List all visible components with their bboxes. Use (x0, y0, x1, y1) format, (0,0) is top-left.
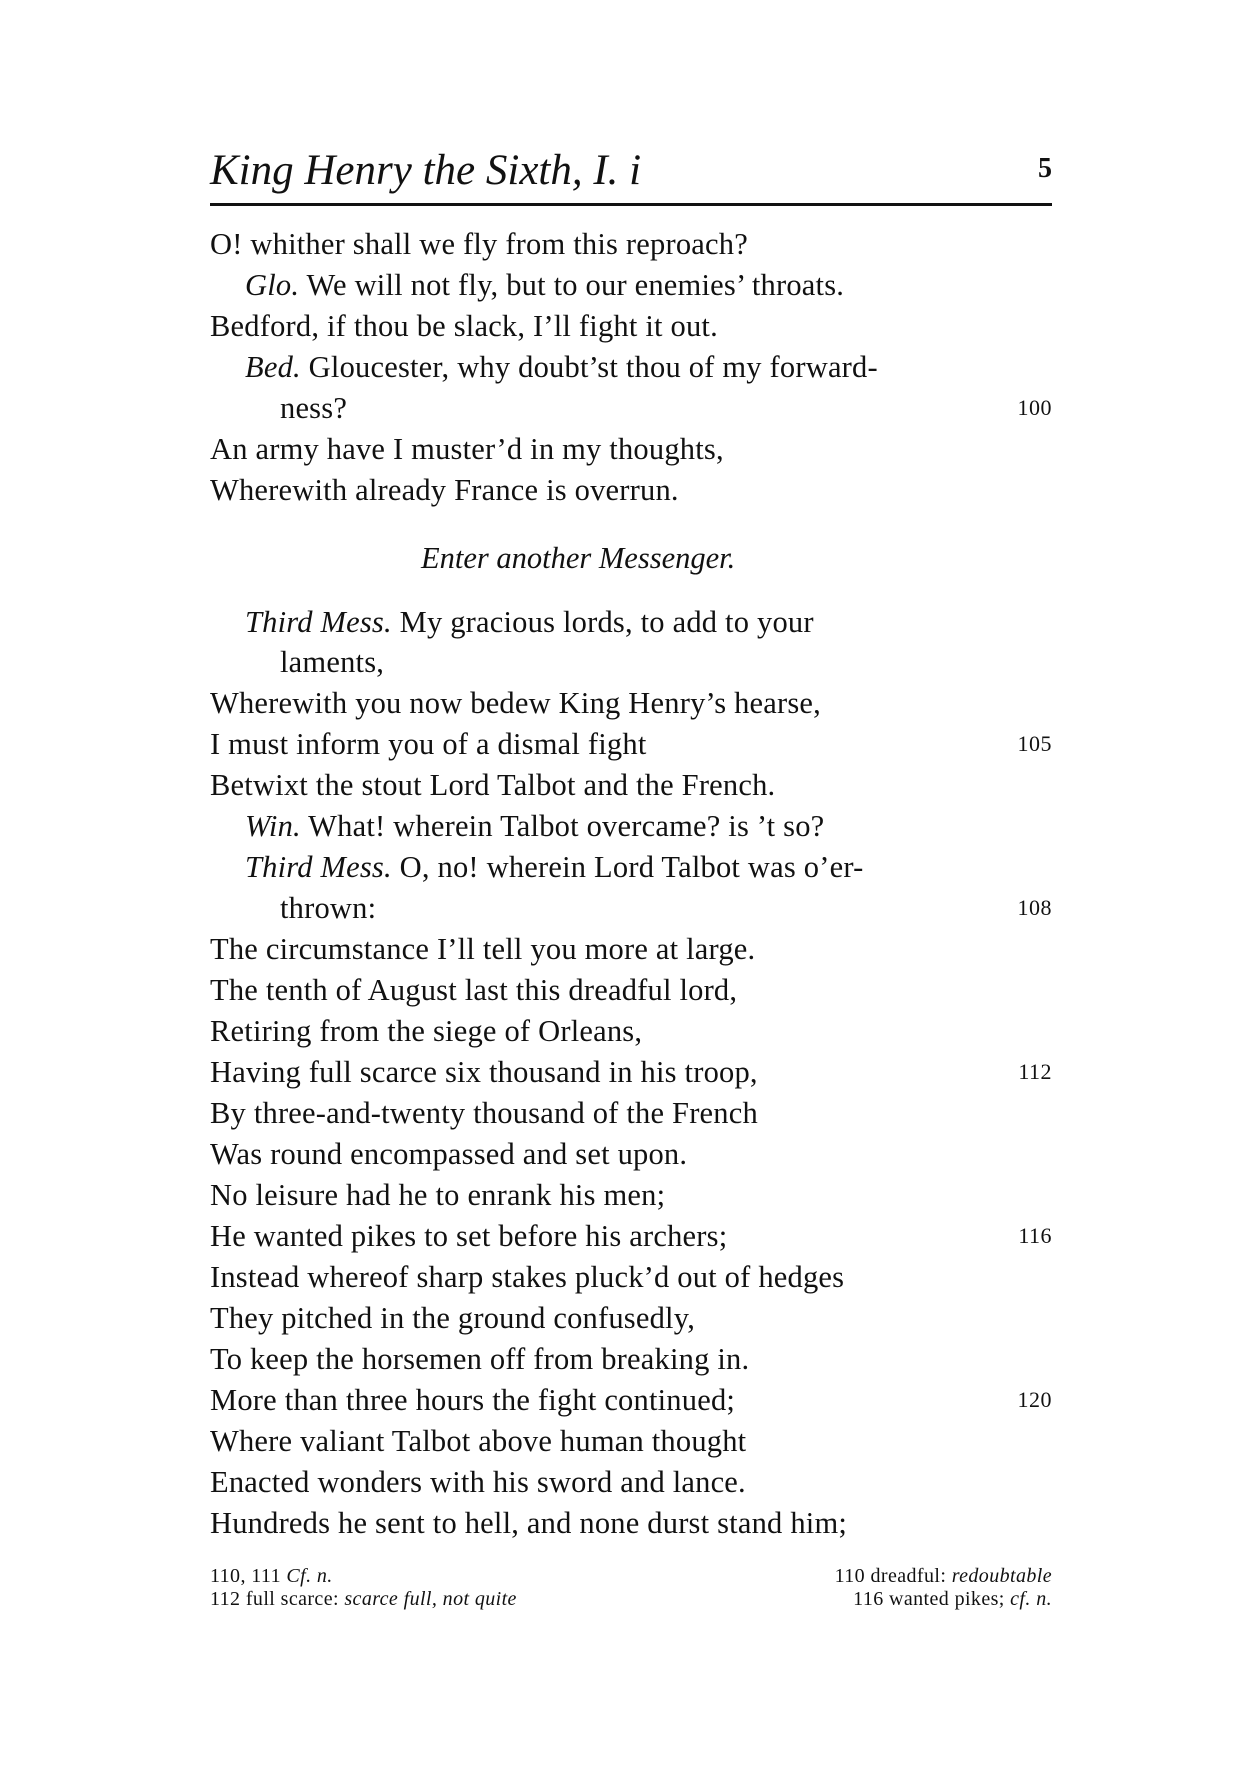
verse-line: Wherewith you now bedew King Henry’s hearse, (210, 686, 821, 720)
verse-line: They pitched in the ground confusedly, (210, 1301, 696, 1335)
line-number: 120 (1017, 1387, 1052, 1412)
verse-line: Enacted wonders with his sword and lance. (210, 1465, 746, 1499)
verse-line: laments, (280, 645, 385, 679)
verse-line: Glo. We will not fly, but to our enemies’ throats. (245, 268, 845, 302)
verse-line: I must inform you of a dismal fight (210, 727, 647, 761)
verse-line: Third Mess. My gracious lords, to add to your (245, 605, 814, 639)
footnote: 110 dreadful: redoubtable (834, 1565, 1052, 1587)
verse-line: Third Mess. O, no! wherein Lord Talbot was o’er- (245, 850, 864, 884)
footnote: 116 wanted pikes; cf. n. (853, 1588, 1052, 1610)
stage-direction: Enter another Messenger. (421, 541, 736, 575)
verse-line: Win. What! wherein Talbot overcame? is ’t so? (245, 809, 825, 843)
verse-line: Was round encompassed and set upon. (210, 1137, 688, 1171)
verse-line: Bedford, if thou be slack, I’ll fight it out. (210, 309, 718, 343)
line-number: 116 (1018, 1223, 1052, 1248)
line-number: 108 (1017, 895, 1052, 920)
verse-line: Retiring from the siege of Orleans, (210, 1014, 643, 1048)
verse-line: ness? (280, 391, 348, 425)
verse-line: No leisure had he to enrank his men; (210, 1178, 666, 1212)
verse-line: To keep the horsemen off from breaking in. (210, 1342, 750, 1376)
speaker-name: Third Mess. (245, 850, 392, 884)
header-rule (210, 203, 1052, 206)
verse-line: Instead whereof sharp stakes pluck’d out of hedges (210, 1260, 845, 1294)
verse-line: thrown: (280, 891, 377, 925)
footnote: 112 full scarce: scarce full, not quite (210, 1588, 517, 1610)
line-number: 112 (1018, 1059, 1052, 1084)
verse-line: Bed. Gloucester, why doubt’st thou of my forward- (245, 350, 878, 384)
verse-line: O! whither shall we fly from this reproach? (210, 227, 748, 261)
line-number: 105 (1017, 731, 1052, 756)
verse-line: By three-and-twenty thousand of the French (210, 1096, 758, 1130)
verse-line: More than three hours the fight continued; (210, 1383, 736, 1417)
running-title: King Henry the Sixth, I. i (210, 147, 642, 194)
verse-line: Wherewith already France is overrun. (210, 473, 679, 507)
verse-line: An army have I muster’d in my thoughts, (210, 432, 724, 466)
running-header (210, 140, 1052, 202)
speaker-name: Win. (245, 809, 301, 843)
verse-line: Having full scarce six thousand in his troop, (210, 1055, 758, 1089)
footnote: 110, 111 Cf. n. (210, 1565, 333, 1587)
verse-line: He wanted pikes to set before his archers; (210, 1219, 728, 1253)
line-number: 100 (1017, 395, 1052, 420)
verse-line: Where valiant Talbot above human thought (210, 1424, 747, 1458)
speaker-name: Bed. (245, 350, 301, 384)
verse-line: The circumstance I’ll tell you more at large. (210, 932, 756, 966)
speaker-name: Third Mess. (245, 605, 392, 639)
verse-line: The tenth of August last this dreadful lord, (210, 973, 738, 1007)
verse-line: Betwixt the stout Lord Talbot and the French. (210, 768, 776, 802)
verse-line: Hundreds he sent to hell, and none durst stand him; (210, 1506, 848, 1540)
speaker-name: Glo. (245, 268, 300, 302)
page-number: 5 (1038, 153, 1052, 184)
